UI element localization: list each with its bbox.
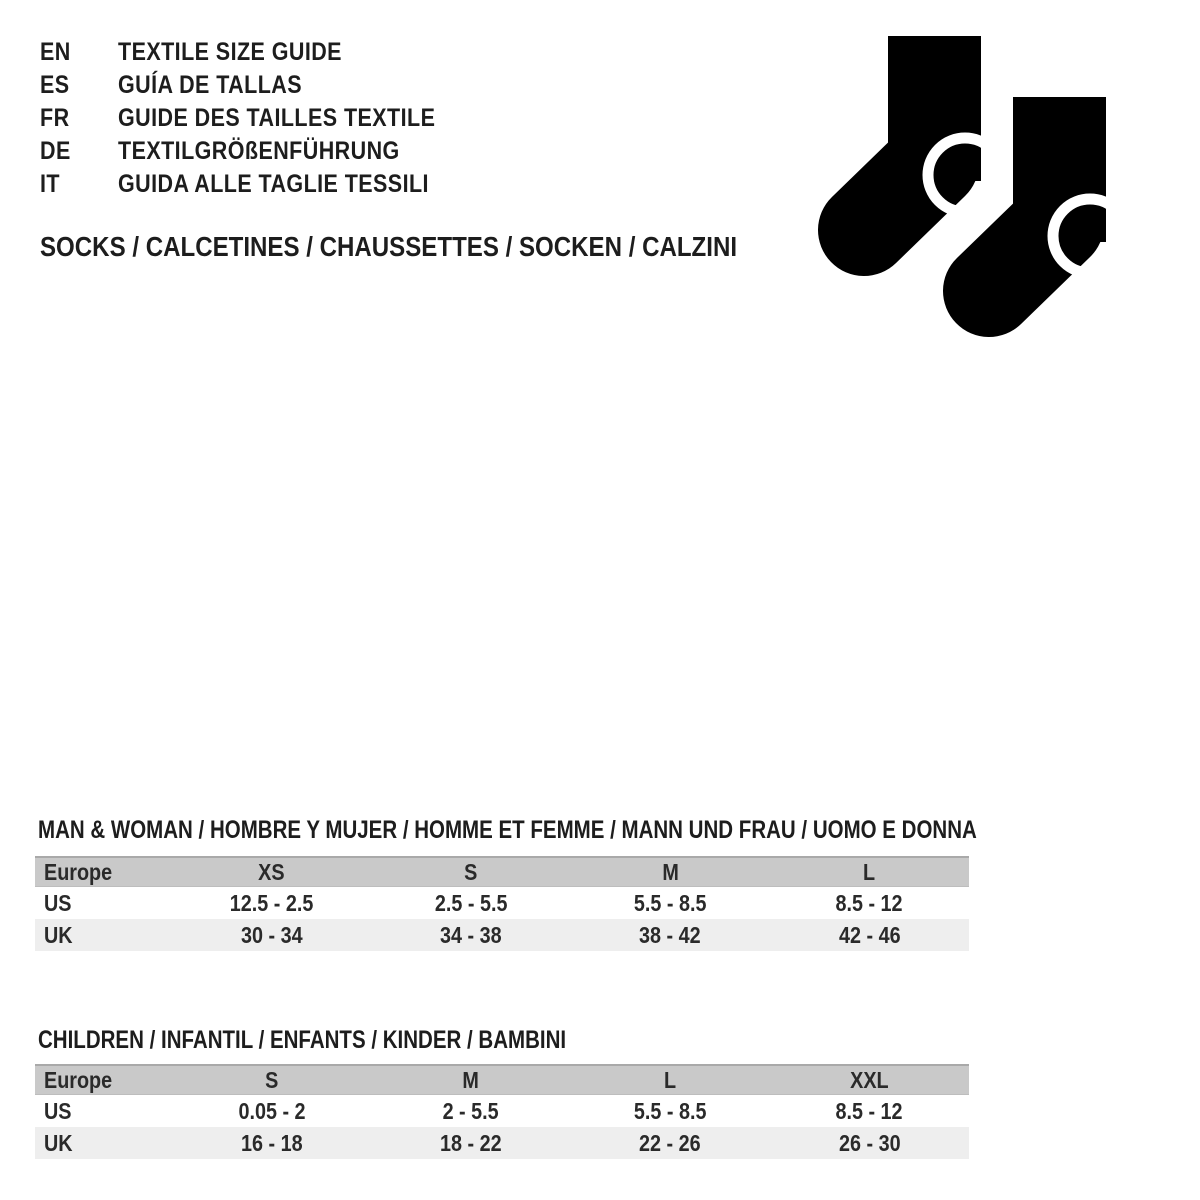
lang-title: GUÍA DE TALLAS [118, 71, 302, 99]
column-header: Europe [44, 1066, 113, 1093]
size-value: 38 - 42 [639, 921, 701, 948]
table-title-children: CHILDREN / INFANTIL / ENFANTS / KINDER / BAMBINI [38, 1026, 567, 1054]
lang-code: EN [40, 38, 71, 66]
lang-title: GUIDE DES TAILLES TEXTILE [118, 104, 436, 132]
size-value: 2.5 - 5.5 [434, 889, 508, 916]
row-label: US [44, 1097, 72, 1124]
size-value: 8.5 - 12 [835, 1097, 903, 1124]
column-header: XXL [850, 1066, 889, 1093]
size-table-man-woman [35, 856, 969, 951]
legend-row-es [40, 69, 487, 102]
column-header: S [265, 1066, 279, 1093]
legend-row-fr [40, 102, 487, 135]
lang-title: TEXTILGRÖßENFÜHRUNG [118, 137, 400, 165]
table-row [35, 887, 969, 919]
socks-icon [813, 28, 1153, 363]
table-row [35, 1127, 969, 1159]
column-header: S [464, 858, 478, 885]
column-header: M [661, 858, 679, 885]
table-row [35, 919, 969, 951]
language-legend [40, 36, 487, 201]
size-value: 8.5 - 12 [835, 889, 903, 916]
size-value: 26 - 30 [838, 1129, 901, 1156]
size-value: 0.05 - 2 [238, 1097, 306, 1124]
legend-row-it [40, 168, 487, 201]
column-header: M [462, 1066, 480, 1093]
column-header: L [664, 1066, 677, 1093]
lang-title: GUIDA ALLE TAGLIE TESSILI [118, 170, 429, 198]
legend-row-de [40, 135, 487, 168]
row-label: UK [44, 921, 73, 948]
size-table-children [35, 1064, 969, 1159]
table-row [35, 1095, 969, 1127]
lang-title: TEXTILE SIZE GUIDE [118, 38, 342, 66]
legend-row-en [40, 36, 487, 69]
size-value: 18 - 22 [440, 1129, 502, 1156]
lang-code: ES [40, 71, 70, 99]
column-header: XS [258, 858, 285, 885]
lang-code: IT [40, 170, 60, 198]
size-value: 5.5 - 8.5 [633, 889, 707, 916]
size-value: 5.5 - 8.5 [633, 1097, 707, 1124]
row-label: UK [44, 1129, 73, 1156]
category-line: SOCKS / CALCETINES / CHAUSSETTES / SOCKEN / CALZINI [40, 231, 738, 262]
column-header: Europe [44, 858, 113, 885]
row-label: US [44, 889, 72, 916]
size-value: 22 - 26 [639, 1129, 701, 1156]
lang-code: FR [40, 104, 70, 132]
column-header: L [863, 858, 876, 885]
size-value: 2 - 5.5 [442, 1097, 499, 1124]
size-value: 30 - 34 [240, 921, 303, 948]
size-value: 42 - 46 [838, 921, 901, 948]
size-value: 34 - 38 [440, 921, 502, 948]
table-header-row [35, 856, 969, 887]
size-value: 12.5 - 2.5 [229, 889, 314, 916]
lang-code: DE [40, 137, 71, 165]
table-title-man-woman: MAN & WOMAN / HOMBRE Y MUJER / HOMME ET FEMME / MANN UND FRAU / UOMO E DONNA [38, 816, 977, 844]
size-value: 16 - 18 [240, 1129, 303, 1156]
table-header-row [35, 1064, 969, 1095]
